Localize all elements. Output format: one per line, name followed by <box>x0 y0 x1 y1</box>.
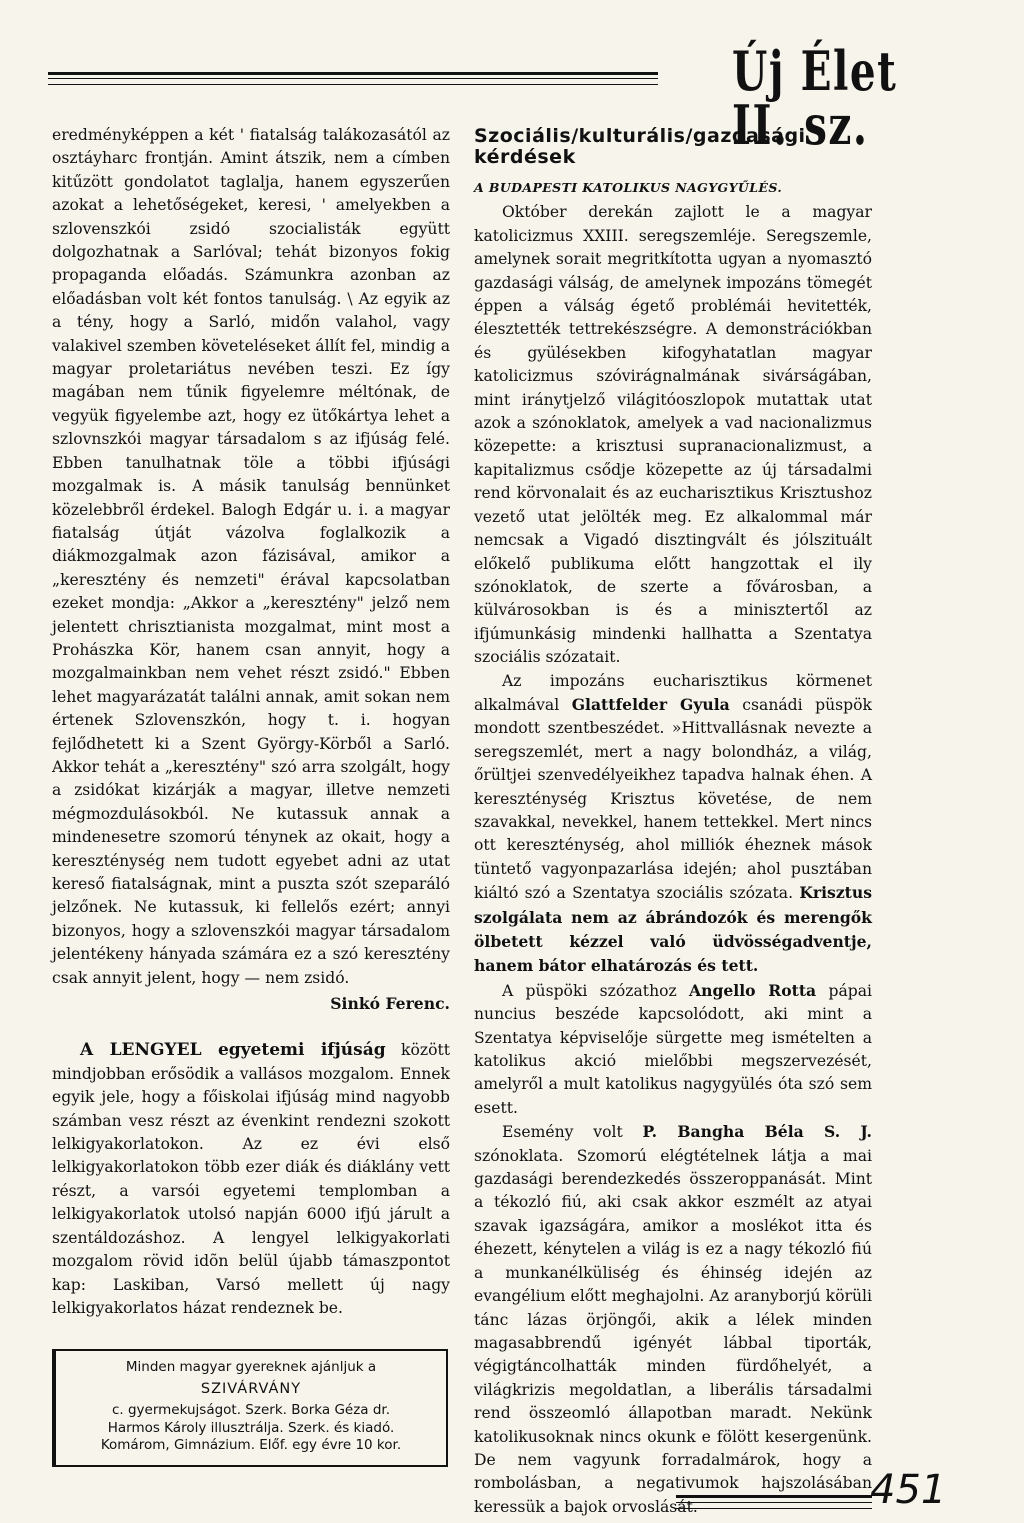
article1-signature: Sinkó Ferenc. <box>330 994 450 1014</box>
advertisement-box <box>52 1349 448 1467</box>
header-rule-thin <box>48 84 658 85</box>
article-paragraph-3 <box>474 979 872 1120</box>
article-paragraph-4 <box>474 1120 872 1519</box>
p3-text-a: A püspöki szózathoz <box>502 981 690 1000</box>
p4-text-b: szónoklata. Szomorú elégtételnek látja a mai gazdasági berendezkedés összeroppanását. Mint a tékozló fiú, aki csak akkor eszmélt az atyai szavak igazságára, amikor a moslékot itta és éhezett, kénytelen a világ is ez a nagy tékozló fiú a munkanélküliség és éhinség idején az evangélium előtt meghajolni. Az aranyborjú körüli tánc lázas örjöngői, akik a lélek minden magasabbrendű igényét lábbal tiporták, végigtáncolhatták minden fürdőhelyét, a világkrizis megoldatlan, a liberális társadalmi rend összeomló állapotban maradt. Nekünk katolikusoknak nincs okunk e fölött kesergenünk. De nem vagyunk forradalmárok, hogy a rombolásban, a negativumok hajszolásában keressük a bajok orvoslását. <box>474 1146 872 1516</box>
ad-line-1: Minden magyar gyereknek ajánljuk a <box>125 1359 377 1375</box>
article2-text: között mindjobban erősödik a vallásos mozgalom. Ennek egyik jele, hogy a főiskolai ifjúság mind nagyobb számban vesz részt az évenkint rendezni szokott lelkigyakorlatokon. Az ez évi első lelkigyakorlatokon több ezer diák és diáklány vett részt, a varsói egyetemi templomban a lelkigyakorlatok utolsó napján 6000 ifjú járult a szentáldozáshoz. A lengyel lelkigyakorlati mozgalom rövid idõn belül újabb támaszpontot kap: Laskiban, Varsó mellett új nagy lelkigyakorlatos házat rendeznek be. <box>52 1041 450 1317</box>
ad-line-3: c. gyermekujságot. Szerk. Borka Géza dr. <box>111 1402 391 1418</box>
p3-name: Angello Rotta <box>689 980 817 1000</box>
right-column <box>474 124 872 1519</box>
article-paragraph-1: Október derekán zajlott le a magyar katolicizmus XXIII. seregszemléje. Seregszemle, amelynek sorait megritkította ugyan a nyomasztó gazdasági válság, de amelynek impozáns tömegét éppen a válság égető problémái hevitették, élesztették tettrekészségre. A demonstrációkban és gyülésekben kifogyhatatlan magyar katolicizmus szóvirágnalmának sivárságában, mint iránytjelző világitóoszlopok mutattak utat azok a szónoklatok, amelyek a vad nacionalizmus közepette: a krisztusi supranacionalizmust, a kapitalizmus csődje közepette az új társadalmi rend körvonalait és az eucharisztikus Krisztushoz vezető utat jelölték meg. Ez alkalommal már nemcsak a Vigadó disztingvált és jólszituált előkelő publikuma előtt hangzottak el ily szónoklatok, de szerte a fővárosban, a külvárosokban is és a minisztertől az ifjúmunkásig mindenki hallhatta a Szentatya szociális szózatait. <box>474 203 872 667</box>
page-number: 451 <box>870 1467 947 1513</box>
p2-text-a: Az impozáns eucharisztikus körmenet alkalmával <box>474 671 872 714</box>
journal-title: Új Élet II. sz. <box>732 39 898 157</box>
article1-text: eredményképpen a két ' fiatalság talákozasától az osztáyharc frontján. Amint átszik, nem a címben kitűzött gondolatot taglalja, hanem egyszerűen azokat a lehetőségeket, keresi, ' amelyekben a szlovenszkói zsidó szocialisták együtt dolgozhatnak a Sarlóval; tehát bizonyos fokig propaganda előadás. Számunkra azonban az előadásban volt két fontos tanulság. \ Az egyik az a tény, hogy a Sarló, midőn valahol, vagy valakivel szemben követeléseket állít fel, mindig a magyar proletariátus nevében teszi. Ez így magában nem tűnik figyelemre méltónak, de vegyük figyelembe azt, hogy ez ütőkártya lehet a szlovnszkói magyar társadalom s az ifjúság felé. Ebben tanulhatnak töle a többi ifjúsági mozgalmak is. A másik tanulság bennünket közelebbről érdekel. Balogh Edgár u. i. a magyar fiatalság útját vázolva foglalkozik a diákmozgalmak azon fázisával, amikor a „keresztény és nemzeti" érával kapcsolatban ezeket mondja: „Akkor a „keresztény" jelző nem jelentett chrisztianista mozgalmat, mint most a Prohászka Kör, hanem csan annyit, hogy a mozgalmainkban nem vehet részt zsidó." Ebben lehet magyarázatát találni annak, amit sokan nem értenek Szlovenszkón, hogy t. i. hogyan fejlődhetett ki a Szent György-Körből a Sarló. Akkor tehát a „keresztény" szó arra szolgált, hogy a zsidókat kizárják a magyar, illetve nemzeti mégmozdulásokból. Ne kutassuk annak a mindenesetre szomorú ténynek az okait, hogy a kereszténység nem tudott egyebet adni az utat kereső fiatalságnak, mint a puszta szót szeparáló jelzőnek. Ne kutassuk, ki fellelős ezért; annyi bizonyos, hogy a szlovenszkói magyar társadalom jelentékeny hányada számára ez a szó keresztény csak annyit jelent, hogy — nem zsidó. <box>52 126 450 987</box>
left-column <box>52 124 450 1320</box>
p4-name: P. Bangha Béla S. J. <box>642 1122 872 1142</box>
article-subheading: A BUDAPESTI KATOLIKUS NAGYGYŰLÉS. <box>474 180 783 195</box>
header-rule <box>48 72 658 79</box>
p4-text-a: Esemény volt <box>502 1123 643 1142</box>
p2-name: Glattfelder Gyula <box>571 694 730 714</box>
article-paragraph-2 <box>474 670 872 979</box>
p2-bold-quote: Krisztus szolgálata nem az ábrándozók és merengők ölbetett kézzel való üdvösségadventje, hanem bátor elhatározás és tett. <box>474 883 872 976</box>
footer-rule-thin <box>676 1508 872 1509</box>
article2 <box>52 1039 450 1320</box>
p3-text-b: pápai nuncius beszéde kapcsolódott, aki mint a Szentatya képviselője sürgette meg ismételten a katolikus akció mielőbbi megszervezését, amelyről a mult katolikus nagygyülés óta szó sem esett. <box>474 981 873 1117</box>
ad-title: SZIVÁRVÁNY <box>200 1380 302 1397</box>
p2-text-b: csanádi püspök mondott szentbeszédet. »Hittvallásnak nevezte a seregszemlét, mert a nagy bolondház, a világ, őrültjei szenvedélyeikhez tapadva halnak éhen. A kereszténység Krisztus követése, de nem szavakkal, nevekkel, hanem tettekkel. Mert nincs ott kereszténység, ahol milliók éheznek mások tüntető vagyonpazarlása idején; ahol pusztában kiáltó szó a Szentatya szociális szózata. <box>474 695 872 903</box>
ad-line-5: Komárom, Gimnázium. Előf. egy évre 10 kor. <box>100 1437 402 1453</box>
section-heading: Szociális/kulturális/gazdasági kérdések <box>474 125 806 168</box>
ad-line-4: Harmos Károly illusztrálja. Szerk. és kiadó. <box>107 1419 395 1436</box>
footer-rule <box>676 1495 872 1503</box>
article2-lead: A LENGYEL egyetemi ifjúság <box>80 1040 386 1061</box>
